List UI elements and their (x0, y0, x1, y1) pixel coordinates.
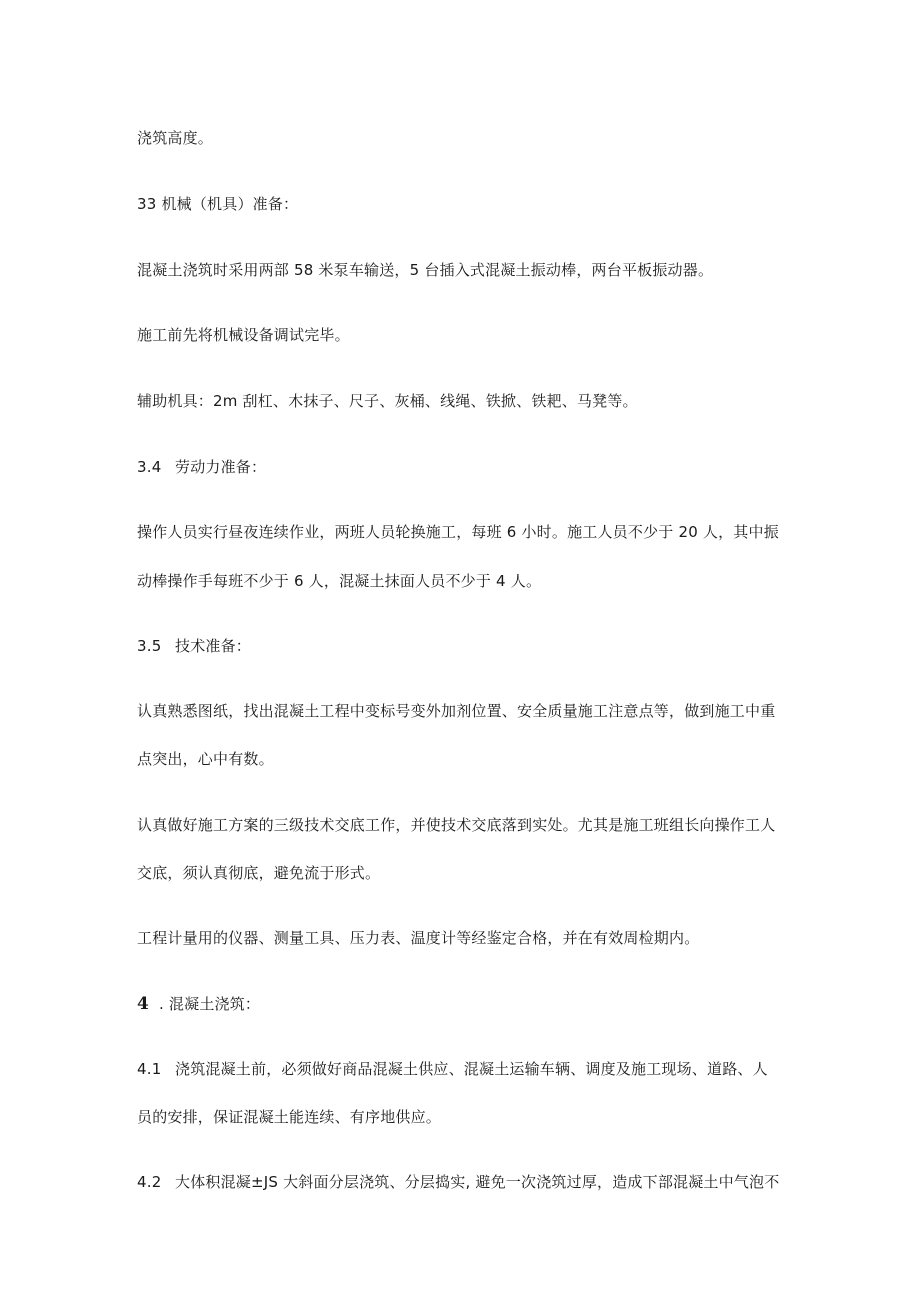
text-line: 辅助机具：2m 刮杠、木抹子、尺子、灰桶、线绳、铁掀、铁耙、马凳等。 (137, 392, 638, 410)
section-heading-4-1 (137, 1059, 768, 1079)
text-line: 点突出，心中有数。 (137, 750, 274, 768)
text-line: 工程计量用的仪器、测量工具、压力表、温度计等经鉴定合格，并在有效周检期内。 (137, 929, 700, 947)
section-number: 4 (137, 994, 150, 1014)
section-title: . 混凝土浇筑： (159, 995, 261, 1013)
text-line: 交底，须认真彻底，避免流于形式。 (137, 864, 381, 882)
text-line: 33 机械（机具）准备： (137, 195, 299, 213)
section-heading-3-4 (137, 457, 266, 477)
text-line: 操作人员实行昼夜连续作业，两班人员轮换施工，每班 6 小时。施工人员不少于 20 人，其中振 (137, 523, 779, 541)
section-heading-4-2 (137, 1172, 779, 1192)
section-number: 3.5 (137, 637, 162, 655)
text-line: 认真熟悉图纸，找出混凝土工程中变标号变外加剂位置、安全质量施工注意点等，做到施工中重 (137, 702, 776, 720)
text-line: 认真做好施工方案的三级技术交底工作，并使技术交底落到实处。尤其是施工班组长向操作工人 (137, 816, 776, 834)
text-line: 员的安排，保证混凝土能连续、有序地供应。 (137, 1108, 442, 1126)
text-line: 混凝土浇筑时采用两部 58 米泵车输送，5 台插入式混凝土振动棒，两台平板振动器。 (137, 261, 714, 279)
section-number: 4.2 (137, 1173, 162, 1191)
section-heading-4 (137, 994, 260, 1014)
section-number: 4.1 (137, 1060, 162, 1078)
section-number: 3.4 (137, 458, 162, 476)
section-title: 技术准备： (175, 637, 252, 655)
text-line: 浇筑高度。 (137, 129, 214, 147)
section-heading-3-5 (137, 636, 251, 656)
text-line: 施工前先将机械设备调试完毕。 (137, 326, 350, 344)
text-line: 动棒操作手每班不少于 6 人，混凝土抹面人员不少于 4 人。 (137, 572, 542, 590)
section-text: 浇筑混凝土前，必须做好商品混凝土供应、混凝土运输车辆、调度及施工现场、道路、人 (175, 1060, 768, 1078)
section-text: 大体积混凝±JS 大斜面分层浇筑、分层捣实, 避免一次浇筑过厚，造成下部混凝土中气泡不 (175, 1173, 780, 1191)
section-title: 劳动力准备： (175, 458, 267, 476)
